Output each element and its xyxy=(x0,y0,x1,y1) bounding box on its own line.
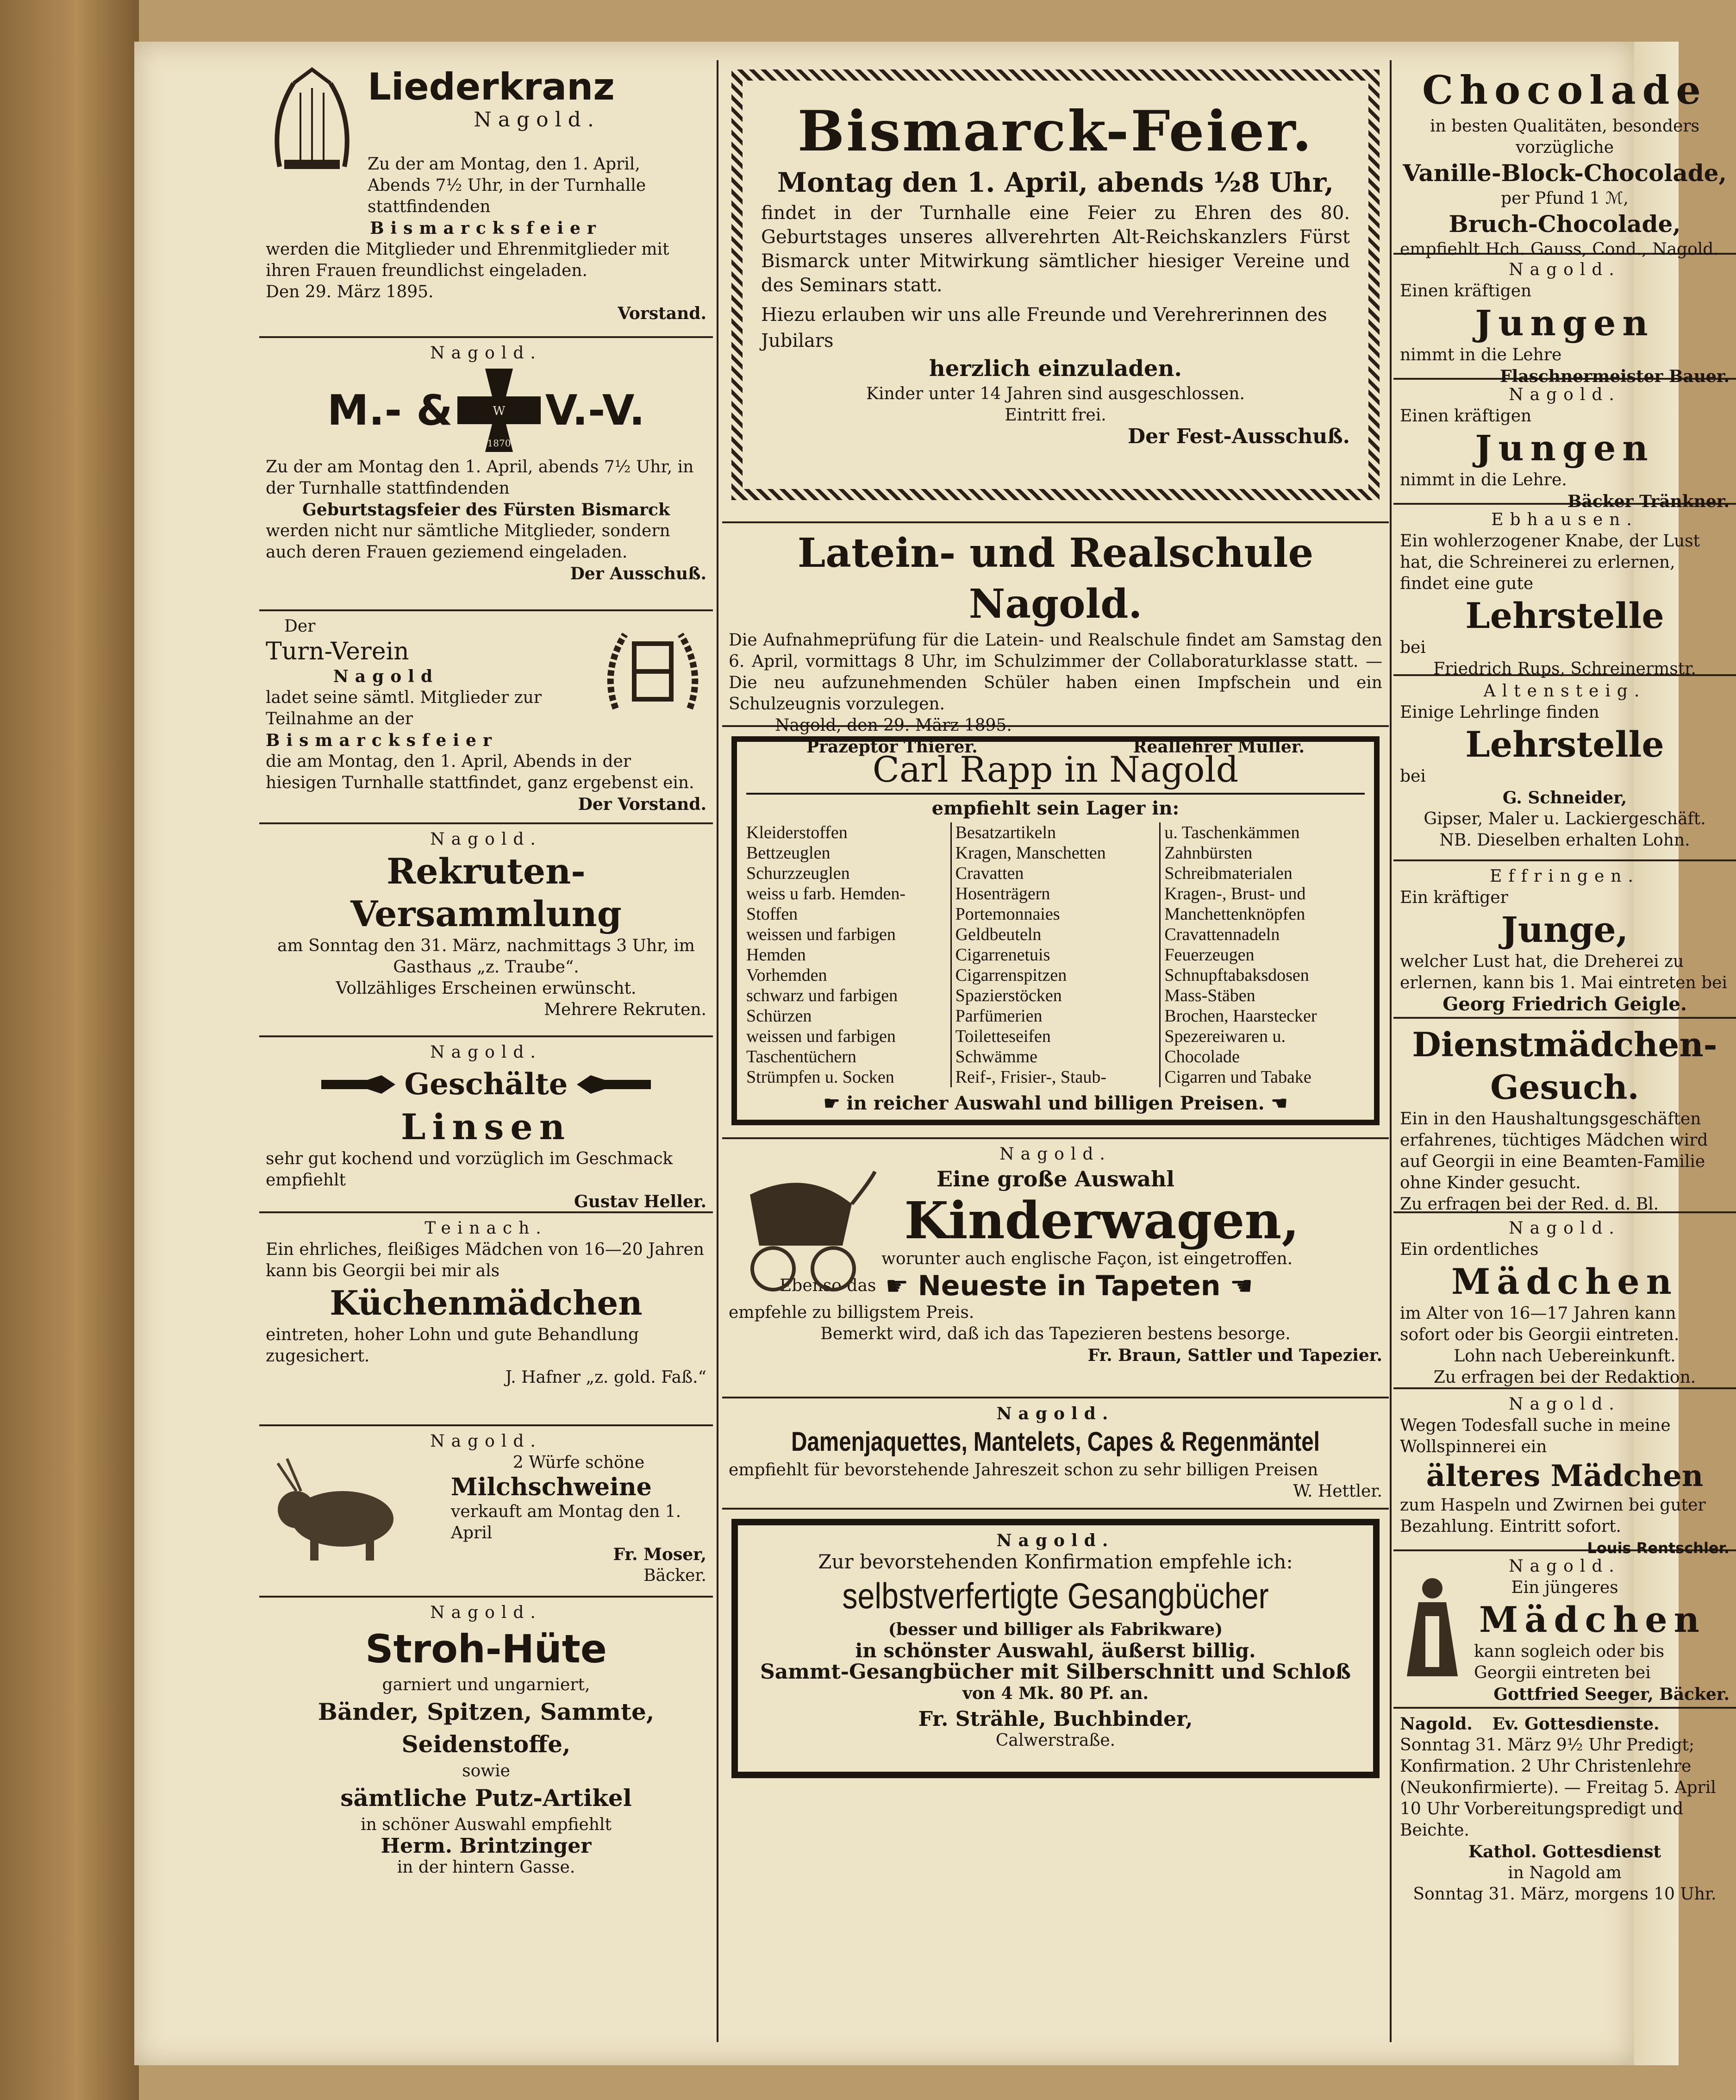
rapp-list-item: weissen und farbigen xyxy=(746,1027,896,1046)
lehr1-sign: Friedrich Rups, Schreinermstr. xyxy=(1433,659,1696,678)
ad-maedchen-2 xyxy=(1393,1551,1736,1709)
ad-lehrstelle-ebhausen xyxy=(1393,505,1736,676)
maedchen2-sign: Gottfried Seeger, Bäcker. xyxy=(1493,1685,1730,1704)
turnverein-sign: Der Vorstand. xyxy=(578,795,706,814)
rekruten-text: am Sonntag den 31. März, nachmittags 3 Uhr, im Gasthaus „z. Traube“. xyxy=(277,936,695,977)
rapp-list-item: Manchettenknöpfen xyxy=(1164,904,1305,924)
milch-title: Milchschweine xyxy=(451,1473,652,1501)
gottes-text3: Sonntag 31. März, morgens 10 Uhr. xyxy=(1413,1885,1717,1904)
damen-text: empfiehlt für bevorstehende Jahreszeit schon zu sehr billigen Preisen xyxy=(729,1461,1318,1479)
junge-place: Effringen. xyxy=(1490,867,1640,886)
pointing-hand-icon: ☚ xyxy=(1230,1271,1253,1301)
ad-liederkranz xyxy=(259,60,713,338)
ad-linsen xyxy=(259,1037,713,1213)
ad-rekruten xyxy=(259,824,713,1037)
rapp-list-item: Hemden xyxy=(746,945,806,965)
linsen-title1: Geschälte xyxy=(404,1067,568,1102)
jungen2-title: Jungen xyxy=(1475,427,1655,469)
rapp-list-item: Cravattennadeln xyxy=(1164,925,1280,944)
rapp-list-item: Schurzzeuglen xyxy=(746,864,850,883)
gesang-place: Nagold. xyxy=(996,1531,1115,1550)
kuechen-sign: J. Hafner „z. gold. Faß.“ xyxy=(505,1368,706,1387)
mvv-place: Nagold. xyxy=(430,344,542,363)
column-left xyxy=(259,60,713,1875)
rapp-list-item: Cigarren und Tabake xyxy=(1164,1067,1311,1087)
maedchen2-place: Nagold. xyxy=(1509,1557,1621,1576)
milch-sign2: Bäcker. xyxy=(643,1566,706,1585)
mvv-right: V.-V. xyxy=(545,386,645,435)
lyre-emblem-icon xyxy=(266,65,358,176)
hute-title: Stroh-Hüte xyxy=(365,1626,607,1672)
gottes-text2: in Nagold am xyxy=(1508,1863,1622,1882)
rapp-list-item: Stoffen xyxy=(746,904,798,924)
latein-title: Latein- und Realschule Nagold. xyxy=(797,530,1314,627)
rapp-list-item: weiss u farb. Hemden- xyxy=(746,884,906,903)
pig-icon xyxy=(269,1454,407,1565)
gesang-sign2: Calwerstraße. xyxy=(995,1731,1116,1750)
pram-icon xyxy=(731,1167,880,1297)
hute-items: Bänder, Spitzen, Sammte, Seidenstoffe, xyxy=(318,1698,655,1758)
ad-jungen-1 xyxy=(1393,255,1736,386)
lehr1-text: Ein wohlerzogener Knabe, der Lust hat, die Schreinerei zu erlernen, findet eine gute xyxy=(1400,532,1700,593)
kinderwagen-ebenso: Ebenso das xyxy=(780,1276,876,1295)
choc-sign: empfiehlt Hch. Gauss, Cond., Nagold. xyxy=(1400,240,1719,259)
rapp-list-item: Schwämme xyxy=(955,1047,1037,1066)
dienst-title2: Gesuch. xyxy=(1490,1067,1639,1107)
turnverein-title: Turn-Verein xyxy=(266,638,409,665)
gottes-header xyxy=(1400,1713,1730,1735)
gottes-title: Ev. Gottesdienste. xyxy=(1492,1714,1660,1734)
kuechen-title: Küchenmädchen xyxy=(330,1283,643,1323)
ad-dienstmaedchen xyxy=(1393,1019,1736,1213)
gesang-text2: Sammt-Gesangbücher mit Silberschnitt und Schloß xyxy=(760,1660,1351,1684)
turner-wreath-icon xyxy=(602,625,704,718)
milch-place: Nagold. xyxy=(430,1432,542,1451)
liederkranz-sign: Vorstand. xyxy=(618,304,706,323)
turnverein-text2: die am Montag, den 1. April, Abends in der hiesigen Turnhalle stattfindet, ganz ergebenst ein. xyxy=(266,752,694,792)
bismarck-invite: Hiezu erlauben wir uns alle Freunde und Verehrerinnen des Jubilars xyxy=(761,304,1327,351)
latein-date: Nagold, den 29. März 1895. xyxy=(775,716,1012,735)
mvv-text: Zu der am Montag den 1. April, abends 7½ Uhr, in der Turnhalle stattfindenden xyxy=(266,458,694,498)
ad-carl-rapp xyxy=(722,727,1389,1139)
iron-cross-icon xyxy=(453,364,545,457)
ad-jungen-2 xyxy=(1393,380,1736,511)
lehr1-title: Lehrstelle xyxy=(1465,595,1664,636)
rapp-list-item: weissen und farbigen xyxy=(746,925,896,944)
turnverein-place: Nagold xyxy=(333,667,439,686)
rapp-list-item: Spazierstöcken xyxy=(955,986,1062,1005)
dienst-sign: Zu erfragen bei der Red. d. Bl. xyxy=(1400,1195,1659,1214)
hute-text2: in schöner Auswahl empfiehlt xyxy=(361,1815,612,1834)
ad-milchschweine xyxy=(259,1426,713,1598)
rekruten-sign: Mehrere Rekruten. xyxy=(544,1000,706,1019)
hute-sign2: in der hintern Gasse. xyxy=(397,1858,575,1877)
ad-junge-effringen xyxy=(1393,861,1736,1019)
rapp-title: Carl Rapp in Nagold xyxy=(746,746,1365,795)
junge-sign: Georg Friedrich Geigle. xyxy=(1443,993,1687,1015)
kinderwagen-note: Bemerkt wird, daß ich das Tapezieren bestens besorge. xyxy=(820,1324,1291,1343)
milch-text2: verkauft am Montag den 1. April xyxy=(451,1502,681,1542)
junge-title: Junge, xyxy=(1501,909,1629,950)
aelteres-sign: Louis Rentschler. xyxy=(1587,1539,1730,1557)
damen-title: Damenjaquettes, Mantelets, Capes & Regenmäntel xyxy=(791,1427,1320,1457)
liederkranz-text2: werden die Mitglieder und Ehrenmitglieder mit ihren Frauen freundlichst eingeladen. xyxy=(266,240,669,280)
ad-maedchen-1 xyxy=(1393,1213,1736,1389)
book-binding xyxy=(0,0,139,2100)
liederkranz-date: Den 29. März 1895. xyxy=(266,282,434,301)
mvv-event: Geburtstagsfeier des Fürsten Bismarck xyxy=(302,500,670,520)
liederkranz-event: Bismarcksfeier xyxy=(370,219,602,238)
rapp-list-col2 xyxy=(952,822,1161,1087)
jungen1-place: Nagold. xyxy=(1509,260,1621,279)
iron-cross-year: 1870 xyxy=(487,438,511,449)
lehr2-title: Lehrstelle xyxy=(1465,724,1664,765)
aelteres-text: Wegen Todesfall suche in meine Wollspinnerei ein xyxy=(1400,1416,1671,1456)
maedchen1-text2: im Alter von 16—17 Jahren kann sofort oder bis Georgii eintreten. xyxy=(1400,1304,1680,1344)
rekruten-title1: Rekruten- xyxy=(387,851,586,892)
jungen2-text: Einen kräftigen xyxy=(1400,407,1532,426)
rapp-list-item: Kleiderstoffen xyxy=(746,823,848,842)
jungen1-text: Einen kräftigen xyxy=(1400,282,1532,301)
bismarck-entry: Eintritt frei. xyxy=(1005,406,1106,425)
rapp-list-item: Reif-, Frisier-, Staub- xyxy=(955,1067,1107,1087)
gesang-sign: Fr. Strähle, Buchbinder, xyxy=(918,1707,1193,1731)
rapp-list-item: Toiletteseifen xyxy=(955,1027,1051,1046)
rapp-list-item: Schnupftabaksdosen xyxy=(1164,965,1309,985)
maedchen2-title: Mädchen xyxy=(1479,1599,1706,1640)
rekruten-place: Nagold. xyxy=(430,830,542,849)
bismarck-invite2: herzlich einzuladen. xyxy=(929,356,1182,382)
linsen-sign: Gustav Heller. xyxy=(574,1192,706,1211)
latein-sign1: Präzeptor Thierer. xyxy=(806,737,978,757)
rapp-list-col1 xyxy=(746,822,952,1087)
kuechen-place: Teinach. xyxy=(425,1219,548,1238)
kinderwagen-sign: Fr. Braun, Sattler und Tapezier. xyxy=(1087,1346,1382,1365)
gesang-sub: (besser und billiger als Fabrikware) xyxy=(888,1620,1223,1639)
rapp-list-item: Besatzartikeln xyxy=(955,823,1056,842)
ad-gottesdienste xyxy=(1393,1709,1736,1904)
milch-sign: Fr. Moser, xyxy=(613,1545,706,1564)
jungen1-sign: Flaschnermeister Bauer. xyxy=(1500,367,1730,386)
lehr2-bei: bei xyxy=(1400,767,1426,786)
maedchen1-text: Ein ordentliches xyxy=(1400,1240,1539,1259)
rapp-list-item: Feuerzeugen xyxy=(1164,945,1255,965)
column-right xyxy=(1393,60,1736,1904)
junge-text2: welcher Lust hat, die Dreherei zu erlernen, kann bis 1. Mai eintreten bei xyxy=(1400,952,1727,992)
rapp-list-item: Cravatten xyxy=(955,864,1024,883)
dienst-text: Ein in den Haushaltungsgeschäften erfahrenes, tüchtiges Mädchen wird auf Georgii in eine Beamten-Familie ohne Kinder gesucht. xyxy=(1400,1110,1708,1192)
kinderwagen-tapeten: Neueste in Tapeten xyxy=(918,1270,1221,1302)
svg-text:W: W xyxy=(493,404,506,418)
gesang-price: von 4 Mk. 80 Pf. an. xyxy=(962,1684,1149,1703)
aelteres-title: älteres Mädchen xyxy=(1426,1459,1704,1493)
rapp-list-item: Spezereiwaren u. xyxy=(1164,1027,1286,1046)
mvv-sign: Der Ausschuß. xyxy=(570,564,706,583)
rapp-foot xyxy=(746,1087,1365,1120)
pointing-hand-icon: ☛ xyxy=(823,1092,840,1114)
maedchen2-text2: kann sogleich oder bis Georgii eintreten bei xyxy=(1474,1642,1665,1682)
ad-damenjaquettes xyxy=(722,1398,1389,1510)
damen-place: Nagold. xyxy=(996,1404,1115,1423)
choc-text: in besten Qualitäten, besonders vorzügliche xyxy=(1430,117,1700,157)
column-rule xyxy=(717,60,718,2042)
liederkranz-place: Nagold. xyxy=(474,108,600,132)
kinderwagen-place: Nagold. xyxy=(999,1145,1112,1164)
rapp-list-item: Schreibmaterialen xyxy=(1164,864,1293,883)
maedchen2-text: Ein jüngeres xyxy=(1511,1578,1618,1597)
ad-turnverein xyxy=(259,611,713,824)
kinderwagen-title: Kinderwagen, xyxy=(904,1191,1299,1250)
jungen2-place: Nagold. xyxy=(1509,385,1621,404)
rekruten-title2: Versammlung xyxy=(350,893,622,934)
jungen1-text2: nimmt in die Lehre xyxy=(1400,345,1562,364)
lehr2-sign2: Gipser, Maler u. Lackiergeschäft. xyxy=(1424,809,1706,828)
maedchen1-text3: Lohn nach Uebereinkunft. xyxy=(1454,1347,1676,1366)
lehr2-place: Altensteig. xyxy=(1483,682,1646,701)
rapp-list-item: Zahnbürsten xyxy=(1164,843,1253,863)
gesang-title: selbstverfertigte Gesangbücher xyxy=(842,1575,1269,1616)
choc-title: Chocolade xyxy=(1422,67,1707,113)
rapp-foot-text: in reicher Auswahl und billigen Preisen. xyxy=(846,1092,1265,1114)
bismarck-date: Montag den 1. April, abends ½8 Uhr, xyxy=(777,167,1334,198)
rapp-list-item: Parfümerien xyxy=(955,1006,1043,1026)
latein-text: Die Aufnahmeprüfung für die Latein- und Realschule findet am Samstag den 6. April, vormittags 8 Uhr, im Schulzimmer der Collaboraturklasse statt. — Die neu aufzunehmenden Schüler haben einen Impfschein und ein Schulzeugnis vorzulegen. xyxy=(729,631,1382,714)
lehr1-place: Ebhausen. xyxy=(1491,510,1638,529)
gesang-text: Zur bevorstehenden Konfirmation empfehle ich: xyxy=(818,1550,1293,1573)
rapp-list-item: Hosenträgern xyxy=(955,884,1050,903)
kuechen-text2: eintreten, hoher Lohn und gute Behandlung zugesichert. xyxy=(266,1325,639,1366)
newspaper-page xyxy=(134,42,1730,2065)
hute-text: garniert und ungarniert, xyxy=(382,1675,590,1694)
mvv-left: M.- & xyxy=(327,386,453,435)
latein-sign2: Reallehrer Müller. xyxy=(1133,737,1305,757)
rapp-sub: empfiehlt sein Lager in: xyxy=(931,797,1180,819)
turnverein-der: Der xyxy=(284,617,316,636)
pointing-hand-icon xyxy=(321,1073,395,1096)
gottes-text: Sonntag 31. März 9½ Uhr Predigt; Konfirmation. 2 Uhr Christenlehre (Neukonfirmierte). — Freitag 5. April 10 Uhr Vorbereitungspredigt und Beichte. xyxy=(1400,1736,1716,1840)
aelteres-text2: zum Haspeln und Zwirnen bei guter Bezahlung. Eintritt sofort. xyxy=(1400,1496,1706,1536)
linsen-text: sehr gut kochend und vorzüglich im Geschmack empfiehlt xyxy=(266,1149,673,1190)
lehr2-note: NB. Dieselben erhalten Lohn. xyxy=(1439,831,1690,850)
choc-title2: Vanille-Block-Chocolade, xyxy=(1403,159,1727,187)
ad-aelteres-maedchen xyxy=(1393,1389,1736,1557)
column-middle xyxy=(722,60,1389,1787)
kinderwagen-text: worunter auch englische Façon, ist eingetroffen. xyxy=(881,1249,1293,1268)
rapp-list-item: Brochen, Haarstecker xyxy=(1164,1006,1317,1026)
ad-chocolade xyxy=(1393,60,1736,259)
column-rule xyxy=(1390,60,1392,2042)
bismarck-kids: Kinder unter 14 Jahren sind ausgeschlossen. xyxy=(866,384,1245,403)
liederkranz-text: Zu der am Montag, den 1. April, Abends 7½ Uhr, in der Turnhalle stattfindenden xyxy=(368,155,646,216)
lehr2-sign: G. Schneider, xyxy=(1502,788,1627,808)
ad-mvv xyxy=(259,338,713,611)
gottes-place: Nagold. xyxy=(1400,1714,1473,1734)
maedchen1-title: Mädchen xyxy=(1451,1261,1678,1302)
linsen-title2: Linsen xyxy=(401,1106,571,1147)
choc-title3: Bruch-Chocolade, xyxy=(1449,210,1681,238)
aelteres-place: Nagold. xyxy=(1509,1395,1621,1414)
rapp-list-item: Kragen-, Brust- und xyxy=(1164,884,1306,903)
jungen2-text2: nimmt in die Lehre. xyxy=(1400,470,1567,489)
rapp-list-item: Taschentüchern xyxy=(746,1047,856,1066)
bismarck-text: findet in der Turnhalle eine Feier zu Ehren des 80. Geburtstages unseres allverehrten Alt-Reichskanzlers Fürst Bismarck unter Mitwirkung sämtlicher hiesiger Vereine und des Seminars statt. xyxy=(761,202,1350,296)
ad-latein-realschule xyxy=(722,523,1389,757)
rapp-list-item: Cigarrenetuis xyxy=(955,945,1050,965)
rapp-list-item: Strümpfen u. Socken xyxy=(746,1067,894,1087)
rapp-list-item: u. Taschenkämmen xyxy=(1164,823,1300,842)
milch-text: 2 Würfe schöne xyxy=(512,1453,645,1472)
jungen1-title: Jungen xyxy=(1475,302,1655,344)
turnverein-event: Bismarcksfeier xyxy=(266,731,498,750)
lehr1-bei: bei xyxy=(1400,638,1426,657)
ad-gesangbuecher xyxy=(722,1510,1389,1787)
rapp-list-item: Bettzeuglen xyxy=(746,843,831,863)
rapp-list-col3 xyxy=(1161,822,1365,1087)
bismarck-title: Bismarck-Feier. xyxy=(797,99,1314,164)
pointing-hand-icon: ☚ xyxy=(1271,1092,1288,1114)
hute-sowie: sowie xyxy=(462,1761,510,1780)
kinderwagen-line: Eine große Auswahl xyxy=(937,1166,1174,1191)
gottes-title2: Kathol. Gottesdienst xyxy=(1468,1842,1661,1862)
rapp-list-item: Mass-Stäben xyxy=(1164,986,1255,1005)
maid-icon xyxy=(1400,1574,1465,1686)
rapp-list-item: Vorhemden xyxy=(746,965,827,985)
ad-bismarck-feier xyxy=(722,60,1389,523)
ad-stroh-huete xyxy=(259,1598,713,1875)
hute-place: Nagold. xyxy=(430,1603,542,1622)
dienst-title1: Dienstmädchen- xyxy=(1412,1025,1717,1064)
turnverein-text: ladet seine sämtl. Mitglieder zur Teilnahme an der xyxy=(266,688,542,728)
ad-kinderwagen xyxy=(722,1139,1389,1398)
rapp-list-item: Cigarrenspitzen xyxy=(955,965,1067,985)
hute-sign: Herm. Brintzinger xyxy=(381,1834,592,1858)
rapp-list-item: Schürzen xyxy=(746,1006,812,1026)
kinderwagen-text2: empfehle zu billigstem Preis. xyxy=(729,1303,974,1322)
damen-sign: W. Hettler. xyxy=(1293,1482,1382,1501)
maedchen1-place: Nagold. xyxy=(1509,1219,1621,1238)
rapp-list-item: Portemonnaies xyxy=(955,904,1060,924)
lehr2-text: Einige Lehrlinge finden xyxy=(1400,703,1599,722)
rekruten-text2: Vollzähliges Erscheinen erwünscht. xyxy=(336,979,637,998)
gesang-sub2: in schönster Auswahl, äußerst billig. xyxy=(855,1639,1256,1662)
hute-title2: sämtliche Putz-Artikel xyxy=(340,1784,632,1812)
jungen2-sign: Bäcker Tränkner. xyxy=(1567,492,1730,511)
rapp-list-item: Chocolade xyxy=(1164,1047,1240,1066)
linsen-place: Nagold. xyxy=(430,1043,542,1062)
maedchen1-sign: Zu erfragen bei der Redaktion. xyxy=(1433,1368,1696,1387)
ad-kuechenmaedchen xyxy=(259,1213,713,1426)
pointing-hand-icon: ☛ xyxy=(885,1271,909,1301)
ad-lehrstelle-altensteig xyxy=(1393,676,1736,861)
liederkranz-title: Liederkranz xyxy=(368,65,615,108)
bismarck-sign: Der Fest-Ausschuß. xyxy=(1127,425,1350,448)
junge-text: Ein kräftiger xyxy=(1400,888,1508,907)
rapp-list-item: Kragen, Manschetten xyxy=(955,843,1106,863)
mvv-text2: werden nicht nur sämtliche Mitglieder, sondern auch deren Frauen geziemend eingeladen. xyxy=(266,521,670,562)
rapp-list-item: schwarz und farbigen xyxy=(746,986,898,1005)
rapp-list-item: Geldbeuteln xyxy=(955,925,1042,944)
pointing-hand-icon xyxy=(577,1073,651,1096)
kuechen-text: Ein ehrliches, fleißiges Mädchen von 16—20 Jahren kann bis Georgii bei mir als xyxy=(266,1240,704,1280)
choc-price: per Pfund 1 ℳ, xyxy=(1501,189,1629,208)
